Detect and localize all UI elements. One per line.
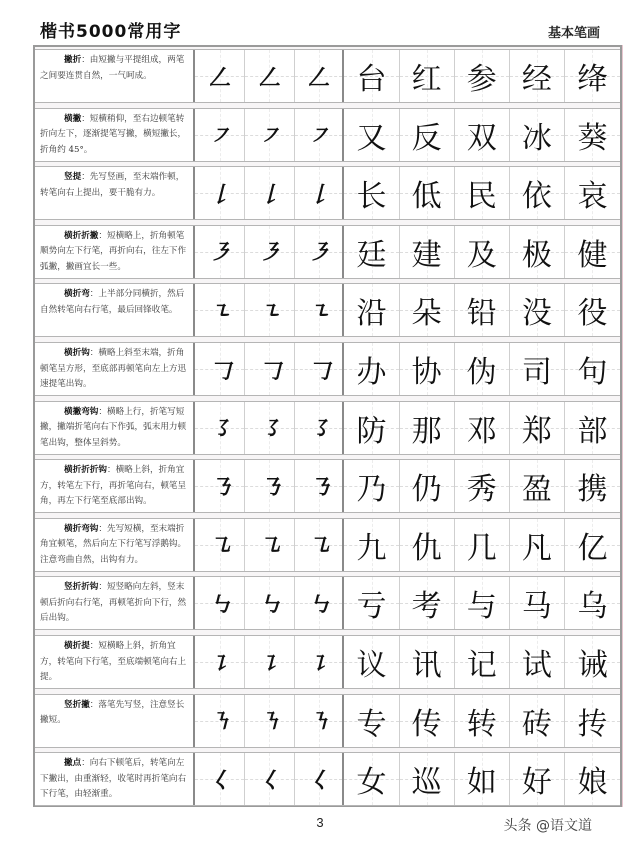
stroke-name: 横折弯 [64, 289, 90, 300]
stroke-glyph: 𠃋 [208, 64, 231, 91]
character-cell [455, 402, 510, 454]
character-cell [510, 519, 565, 571]
character-glyph: 郑 [521, 413, 552, 449]
character-cell [455, 636, 510, 688]
character-glyph: 依 [521, 179, 552, 215]
character-glyph: 役 [577, 296, 608, 332]
character-cell [344, 695, 399, 747]
stroke-glyph: 𠄌 [307, 181, 330, 208]
character-glyph: 司 [521, 355, 552, 390]
character-glyph: 冰 [521, 120, 552, 156]
watermark: 头条 @语文道 [503, 818, 592, 834]
character-glyph: 女 [356, 765, 387, 801]
character-glyph: 好 [521, 765, 552, 801]
character-glyph: 议 [356, 648, 387, 683]
character-glyph: 反 [411, 120, 442, 156]
character-glyph: 转 [466, 706, 497, 742]
character-cell [455, 50, 510, 102]
character-glyph: 邓 [466, 413, 497, 449]
character-glyph: 葵 [577, 120, 608, 156]
stroke-name: 横撇弯钩 [64, 406, 99, 417]
character-glyph: 防 [356, 413, 387, 449]
character-glyph: 廷 [356, 237, 387, 273]
character-cell [400, 343, 455, 395]
character-glyph: 长 [356, 179, 387, 215]
stroke-row [35, 752, 620, 806]
character-cell [565, 636, 620, 688]
stroke-glyph: ㇍ [258, 298, 281, 325]
stroke-row [35, 108, 620, 162]
character-glyph: 铅 [466, 296, 497, 332]
character-cell [455, 753, 510, 805]
character-cell [455, 226, 510, 278]
stroke-explanation: ：短竖略向左斜，竖末顿后折向右行笔，再顿笔折向下行，然后出钩。 [40, 582, 187, 624]
stroke-glyph: 𠃌 [208, 357, 231, 384]
stroke-description [35, 109, 195, 161]
character-cell [400, 109, 455, 161]
stroke-explanation: ：横略上斜至末端，折角顿笔呈方形，至底部再顿笔向左上方迅速提笔出钩。 [40, 348, 187, 389]
character-glyph: 协 [411, 355, 442, 390]
stroke-example-cell [195, 519, 245, 571]
character-cell [344, 460, 399, 512]
stroke-name: 横折弯钩 [64, 523, 99, 534]
character-cell [565, 284, 620, 336]
character-cell [510, 402, 565, 454]
stroke-glyph: 𡿨 [258, 767, 281, 794]
stroke-example-cell [245, 753, 295, 805]
character-cell [565, 50, 620, 102]
stroke-row [35, 518, 620, 572]
stroke-example-cell [195, 695, 245, 747]
stroke-explanation: ：横略上斜，折角宜方，转笔左下行，再折笔向右，顿笔呈角，再左下行笔至底部出钩。 [40, 465, 187, 507]
stroke-description [35, 167, 195, 219]
stroke-glyph: ㇎ [258, 709, 281, 736]
stroke-name: 竖提 [64, 172, 82, 183]
stroke-example-cell [295, 402, 345, 454]
character-cell [510, 50, 565, 102]
character-cell [565, 167, 620, 219]
character-cell [455, 460, 510, 512]
stroke-name: 撇点 [64, 758, 82, 769]
stroke-explanation: ：短横略上，折角顿笔顺势向左下行笔，再折向右，往左下作弧撇，撇画宜长一些。 [40, 230, 187, 272]
character-cell [400, 284, 455, 336]
stroke-row [35, 694, 620, 748]
character-cell [400, 460, 455, 512]
character-cell [565, 226, 620, 278]
character-cell [400, 402, 455, 454]
stroke-example-cell [245, 577, 295, 629]
stroke-explanation: ：上半部分同横折，然后自然转笔向右行笔，最后回锋收笔。 [40, 289, 185, 315]
character-cell [344, 343, 399, 395]
stroke-description [35, 753, 195, 805]
character-cell [510, 343, 565, 395]
character-cell [344, 402, 399, 454]
stroke-row [35, 459, 620, 513]
character-glyph: 专 [356, 706, 387, 742]
character-cell [565, 460, 620, 512]
stroke-description [35, 402, 195, 454]
character-cell [400, 226, 455, 278]
stroke-example-cell [295, 519, 345, 571]
stroke-glyph: ㇡ [307, 474, 330, 501]
character-glyph: 及 [466, 237, 497, 273]
stroke-glyph: 𡿨 [208, 767, 231, 794]
character-glyph: 双 [466, 120, 497, 156]
stroke-example-cell [295, 284, 345, 336]
stroke-description [35, 226, 195, 278]
character-cell [344, 753, 399, 805]
stroke-glyph: 𠃋 [258, 64, 281, 91]
stroke-glyph: ㇉ [307, 591, 330, 618]
character-glyph: 传 [411, 706, 442, 742]
stroke-glyph: ㇊ [307, 650, 330, 677]
stroke-name: 横折折撇 [64, 230, 99, 241]
character-glyph: 哀 [577, 179, 608, 215]
character-glyph: 极 [521, 237, 552, 273]
stroke-glyph: 𠄌 [258, 181, 281, 208]
stroke-glyph: 𠃌 [307, 357, 330, 384]
character-cell [400, 695, 455, 747]
character-cell [455, 167, 510, 219]
character-cell [510, 695, 565, 747]
character-glyph: 句 [577, 355, 608, 390]
stroke-glyph: ㇈ [208, 533, 231, 560]
character-cell [400, 167, 455, 219]
stroke-description [35, 50, 195, 102]
stroke-example-cell [295, 109, 345, 161]
stroke-description [35, 284, 195, 336]
character-cell [510, 284, 565, 336]
stroke-table [33, 45, 622, 807]
character-cell [400, 753, 455, 805]
stroke-explanation: ：向右下顿笔后，转笔向左下撇出，由重渐轻，收笔时再折笔向右下行笔，由轻渐重。 [40, 758, 187, 800]
stroke-name: 竖折折钩 [64, 582, 99, 593]
stroke-description [35, 460, 195, 512]
stroke-description [35, 343, 195, 395]
character-cell [565, 577, 620, 629]
stroke-example-cell [295, 460, 345, 512]
stroke-row [35, 635, 620, 689]
stroke-row [35, 225, 620, 279]
stroke-example-cell [195, 343, 245, 395]
character-glyph: 携 [577, 472, 608, 508]
stroke-example-cell [295, 636, 345, 688]
stroke-name: 竖折撇 [64, 699, 90, 710]
stroke-name: 横折提 [64, 641, 90, 651]
character-cell [400, 50, 455, 102]
stroke-example-cell [245, 695, 295, 747]
stroke-glyph: ㇉ [258, 591, 281, 618]
character-cell [344, 50, 399, 102]
character-glyph: 朵 [411, 296, 442, 332]
stroke-glyph: 𠄌 [208, 181, 231, 208]
stroke-name: 横撇 [64, 113, 82, 124]
character-cell [565, 753, 620, 805]
character-glyph: 秀 [466, 472, 497, 508]
stroke-example-cell [245, 284, 295, 336]
stroke-example-cell [195, 577, 245, 629]
character-glyph: 几 [466, 530, 497, 566]
stroke-glyph: ㇇ [258, 123, 281, 150]
stroke-glyph: 𡿨 [307, 767, 330, 794]
stroke-explanation: ：落笔先写竖，注意竖长撇短。 [40, 699, 185, 726]
character-glyph: 没 [521, 296, 552, 332]
stroke-example-cell [245, 402, 295, 454]
stroke-example-cell [245, 226, 295, 278]
character-glyph: 讯 [411, 648, 442, 683]
character-glyph: 诫 [577, 648, 608, 683]
stroke-glyph: ㇇ [307, 123, 330, 150]
stroke-description [35, 695, 195, 747]
stroke-example-cell [195, 284, 245, 336]
stroke-name: 横折折折钩 [64, 465, 107, 476]
character-glyph: 抟 [577, 706, 608, 742]
stroke-glyph: ㇊ [258, 650, 281, 677]
stroke-name: 横折钩 [64, 348, 90, 358]
stroke-explanation: ：先写短横，至末端折角宜顿笔，然后向左下行笔写浮鹅钩。注意弯曲自然，出钩有力。 [40, 523, 187, 565]
stroke-example-cell [195, 109, 245, 161]
character-glyph: 经 [521, 62, 552, 97]
stroke-example-cell [245, 167, 295, 219]
stroke-glyph: ㇎ [208, 709, 231, 736]
character-glyph: 乃 [356, 472, 387, 508]
character-glyph: 部 [577, 413, 608, 449]
stroke-row [35, 342, 620, 396]
character-glyph: 盈 [521, 472, 552, 508]
stroke-example-cell [195, 402, 245, 454]
page-number: 3 [316, 815, 324, 830]
character-cell [565, 343, 620, 395]
character-glyph: 健 [577, 237, 608, 273]
stroke-glyph: ㇡ [208, 474, 231, 501]
stroke-explanation: ：短横略上斜，折角宜方，转笔向下行笔，至底端顿笔向右上提。 [40, 641, 187, 682]
character-cell [344, 636, 399, 688]
character-glyph: 沿 [356, 296, 387, 332]
character-cell [455, 109, 510, 161]
stroke-glyph: ㇌ [258, 416, 281, 443]
character-cell [510, 167, 565, 219]
character-cell [510, 460, 565, 512]
character-cell [510, 636, 565, 688]
character-glyph: 砖 [521, 706, 552, 742]
character-glyph: 试 [521, 648, 552, 683]
stroke-glyph: ㇇ [208, 123, 231, 150]
stroke-glyph: 𠃌 [258, 357, 281, 384]
stroke-glyph: ㇊ [208, 650, 231, 677]
character-cell [565, 519, 620, 571]
character-glyph: 娘 [577, 765, 608, 801]
character-glyph: 伪 [466, 355, 497, 390]
stroke-description [35, 519, 195, 571]
character-cell [455, 695, 510, 747]
stroke-description [35, 636, 195, 688]
character-glyph: 那 [411, 413, 442, 449]
stroke-example-cell [195, 753, 245, 805]
character-cell [565, 695, 620, 747]
stroke-row [35, 576, 620, 630]
stroke-glyph: ㇈ [258, 533, 281, 560]
stroke-description [35, 577, 195, 629]
character-glyph: 巡 [411, 765, 442, 801]
stroke-glyph: ㇎ [307, 709, 330, 736]
character-glyph: 乌 [577, 589, 608, 625]
character-cell [344, 284, 399, 336]
character-cell [455, 343, 510, 395]
stroke-example-cell [295, 577, 345, 629]
character-cell [510, 109, 565, 161]
stroke-name: 撇折 [64, 55, 82, 65]
character-glyph: 低 [411, 179, 442, 215]
character-cell [565, 402, 620, 454]
character-glyph: 建 [411, 237, 442, 273]
stroke-row [35, 166, 620, 220]
stroke-explanation: ：横略上行，折笔写短撇，撇端折笔向右下作弧，弧末用力顿笔出钩，整体呈斜势。 [40, 406, 187, 448]
stroke-glyph: 𠃋 [307, 64, 330, 91]
stroke-example-cell [245, 636, 295, 688]
stroke-example-cell [245, 519, 295, 571]
stroke-glyph: ㇡ [258, 474, 281, 501]
stroke-example-cell [295, 226, 345, 278]
character-glyph: 考 [411, 589, 442, 625]
character-glyph: 记 [466, 648, 497, 683]
character-cell [565, 109, 620, 161]
character-glyph: 凡 [521, 530, 552, 566]
stroke-glyph: ㇌ [307, 416, 330, 443]
character-glyph: 亿 [577, 530, 608, 566]
stroke-glyph: ㇋ [307, 240, 330, 267]
character-glyph: 红 [411, 62, 442, 97]
character-cell [400, 519, 455, 571]
character-cell [344, 519, 399, 571]
stroke-row [35, 283, 620, 337]
character-cell [344, 577, 399, 629]
character-cell [344, 109, 399, 161]
stroke-explanation: ：由短撇与平提组成，两笔之间要连贯自然，一气呵成。 [40, 55, 185, 81]
stroke-example-cell [295, 167, 345, 219]
stroke-glyph: ㇌ [208, 416, 231, 443]
character-glyph: 亏 [356, 589, 387, 625]
character-cell [510, 753, 565, 805]
character-glyph: 民 [466, 179, 497, 215]
character-glyph: 办 [356, 355, 387, 390]
section-title: 基本笔画 [547, 26, 600, 41]
stroke-example-cell [195, 460, 245, 512]
book-title: 楷书5000常用字 [40, 22, 182, 42]
stroke-example-cell [295, 50, 345, 102]
character-cell [400, 577, 455, 629]
character-glyph: 如 [466, 765, 497, 801]
stroke-example-cell [195, 636, 245, 688]
character-glyph: 台 [356, 62, 387, 97]
character-glyph: 参 [466, 62, 497, 97]
stroke-example-cell [245, 460, 295, 512]
stroke-example-cell [245, 50, 295, 102]
stroke-example-cell [295, 695, 345, 747]
character-cell [455, 577, 510, 629]
stroke-glyph: ㇍ [307, 298, 330, 325]
character-cell [455, 284, 510, 336]
stroke-example-cell [195, 167, 245, 219]
character-glyph: 与 [466, 589, 497, 625]
character-cell [455, 519, 510, 571]
character-glyph: 又 [356, 120, 387, 156]
stroke-explanation: ：短横稍仰，至右边顿笔转折向左下，逐渐提笔写撇，横短撇长，折角约 45°。 [40, 113, 187, 155]
stroke-glyph: ㇋ [258, 240, 281, 267]
stroke-example-cell [195, 226, 245, 278]
character-glyph: 九 [356, 530, 387, 566]
stroke-glyph: ㇉ [208, 591, 231, 618]
stroke-example-cell [195, 50, 245, 102]
stroke-example-cell [245, 343, 295, 395]
character-glyph: 仇 [411, 530, 442, 566]
stroke-glyph: ㇍ [208, 298, 231, 325]
character-cell [510, 577, 565, 629]
stroke-explanation: ：先写竖画，至末端作顿，转笔向右上提出，要干脆有力。 [40, 172, 185, 198]
character-glyph: 马 [521, 589, 552, 625]
stroke-row [35, 401, 620, 455]
stroke-glyph: ㇈ [307, 533, 330, 560]
stroke-row [35, 49, 620, 103]
character-cell [344, 226, 399, 278]
stroke-example-cell [295, 753, 345, 805]
character-glyph: 仍 [411, 472, 442, 508]
stroke-example-cell [295, 343, 345, 395]
stroke-glyph: ㇋ [208, 240, 231, 267]
character-cell [344, 167, 399, 219]
character-cell [400, 636, 455, 688]
character-glyph: 绛 [577, 62, 608, 97]
stroke-example-cell [245, 109, 295, 161]
character-cell [510, 226, 565, 278]
